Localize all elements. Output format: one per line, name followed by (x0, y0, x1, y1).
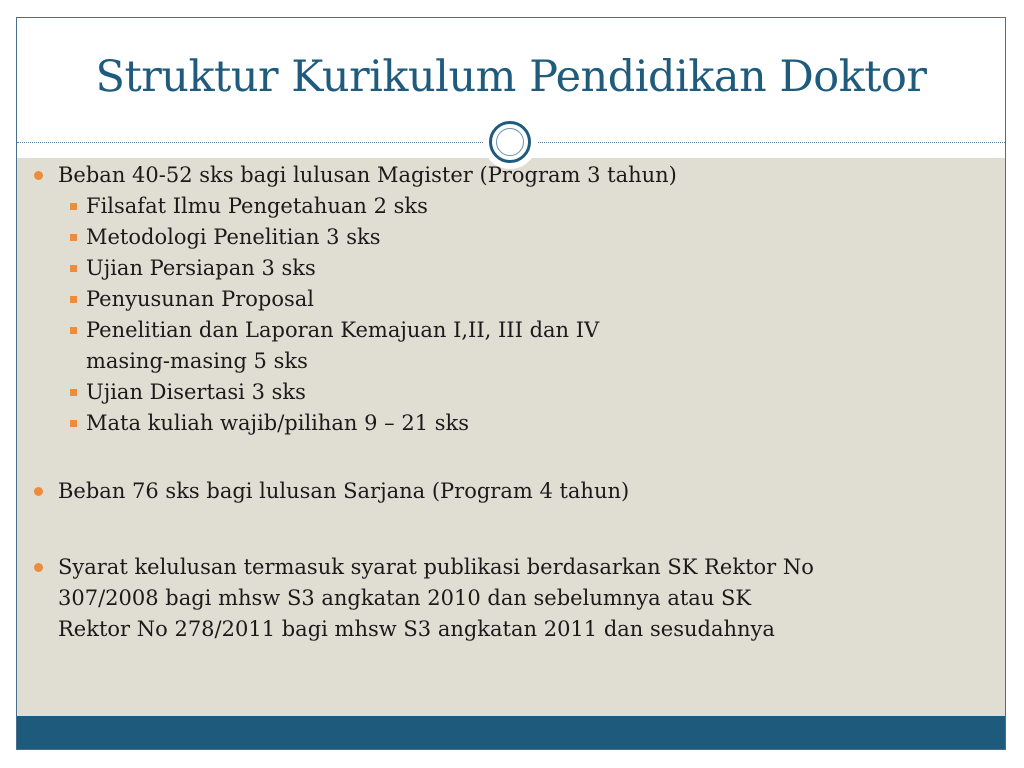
sub-item-text: Penelitian dan Laporan Kemajuan I,II, III dan IV (86, 318, 600, 342)
ornament-ring (489, 121, 531, 163)
bullet-text-line: 307/2008 bagi mhsw S3 angkatan 2010 dan sebelumnya atau SK (58, 586, 752, 610)
bullet-text-line: Syarat kelulusan termasuk syarat publikasi berdasarkan SK Rektor No (58, 555, 814, 579)
sub-bullet-square-icon (70, 234, 77, 241)
sub-item-continuation (70, 346, 910, 377)
sub-item (70, 222, 910, 253)
sub-item (70, 408, 910, 439)
sub-bullet-square-icon (70, 296, 77, 303)
bullet-dot-icon (34, 487, 43, 496)
sub-item (70, 191, 910, 222)
sub-item-text: Ujian Persiapan 3 sks (86, 256, 316, 280)
bullet-dot-icon (34, 563, 43, 572)
sub-item (70, 284, 910, 315)
sub-item-text: Penyusunan Proposal (86, 287, 314, 311)
sub-item-text-continuation: masing-masing 5 sks (86, 349, 308, 373)
sub-item (70, 315, 910, 346)
sub-item-text: Metodologi Penelitian 3 sks (86, 225, 381, 249)
bullet-item (34, 552, 954, 645)
bullet-text: Beban 40-52 sks bagi lulusan Magister (Program 3 tahun) (58, 163, 677, 187)
footer-bar (17, 716, 1005, 750)
sub-item-text: Filsafat Ilmu Pengetahuan 2 sks (86, 194, 428, 218)
bullet-dot-icon (34, 171, 43, 180)
sub-item-text: Mata kuliah wajib/pilihan 9 – 21 sks (86, 411, 470, 435)
ornament-inner-ring (496, 128, 524, 156)
sub-bullet-square-icon (70, 203, 77, 210)
slide-title: Struktur Kurikulum Pendidikan Doktor (95, 52, 927, 102)
sub-bullet-square-icon (70, 420, 77, 427)
sub-bullet-square-icon (70, 265, 77, 272)
sub-item-text: Ujian Disertasi 3 sks (86, 380, 306, 404)
sub-bullet-square-icon (70, 327, 77, 334)
sub-bullet-square-icon (70, 389, 77, 396)
bullet-item (34, 476, 954, 507)
sub-item (70, 253, 910, 284)
bullet-text-line: Rektor No 278/2011 bagi mhsw S3 angkatan 2011 dan sesudahnya (58, 617, 775, 641)
bullet-text: Beban 76 sks bagi lulusan Sarjana (Program 4 tahun) (58, 479, 630, 503)
sub-item (70, 377, 910, 408)
bullet-item (34, 160, 954, 191)
